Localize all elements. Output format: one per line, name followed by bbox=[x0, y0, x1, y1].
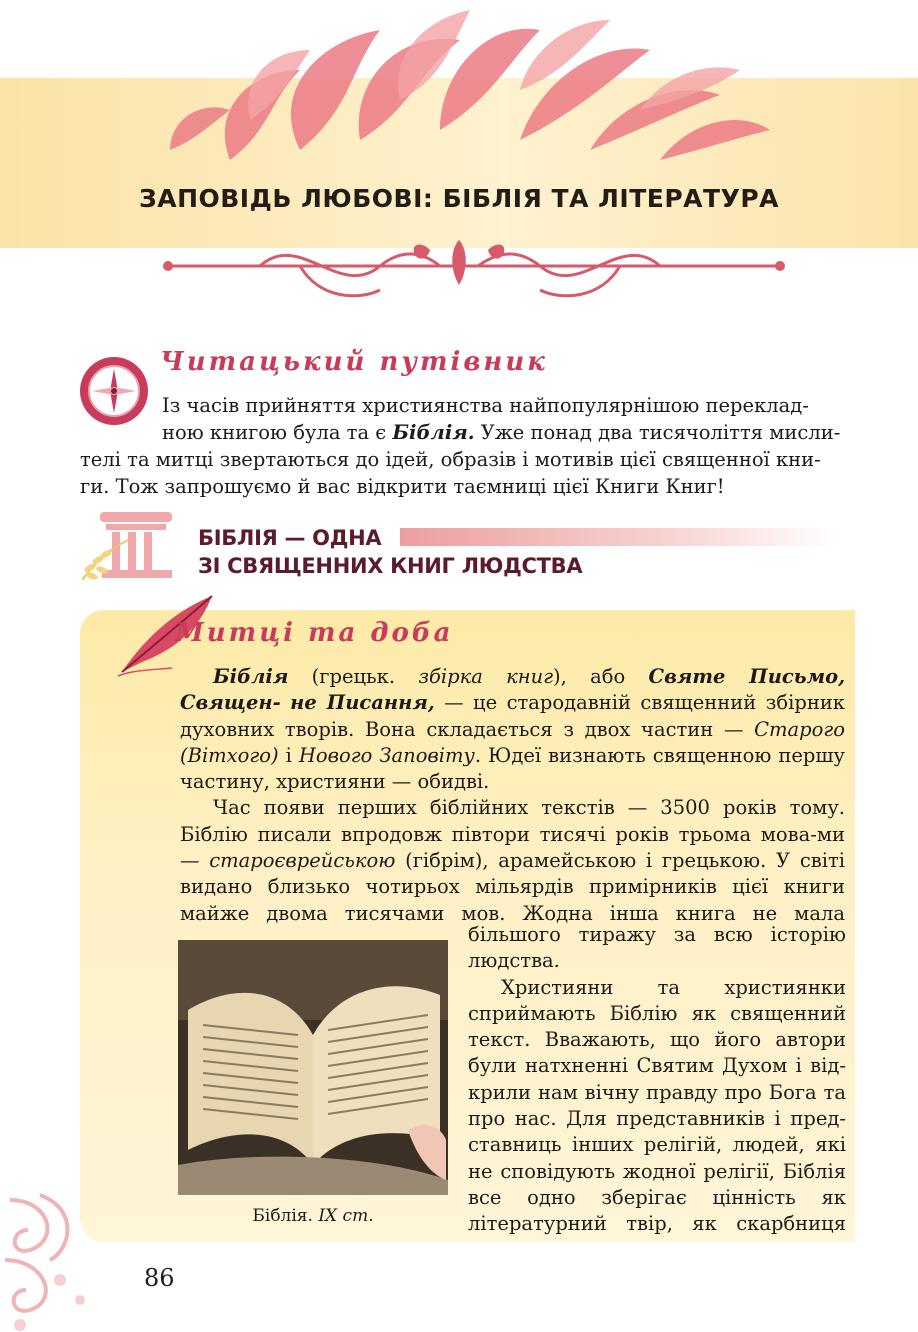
era-body-text: Біблія (грецьк. збірка книг), або Святе Письмо, Священ- не Писання, — це стародавній священний збірник духовних творів. Вона складається з двох частин — Старого (Вітхого) і Нового Заповіту. Юдеї визнають священною першу частину, християни — обидві. Час появи перших біблійних текстів — 3500 років тому. Біблію писали впродовж півтори тисячі років трьома мова-ми — староєврейською (гібрім), арамейською і грецькою. У світі видано близько чотирьох мільярдів примірників цієї книги майже двома тисячами мов. Жодна інша книга не мала bbox=[180, 665, 845, 925]
reading-guide-heading: Читацький путівник bbox=[160, 347, 548, 377]
reading-guide-text: Із часів прийняття християнства найпопулярнішою переклад- ною книгою була та є Біблія. Уже понад два тисячоліття мисли- телі та митці звертаються до ідей, образів і мотивів цієї священної кни- ги. Тож запрошуємо й вас відкрити таємниці цієї Книги Книг! bbox=[80, 394, 841, 498]
corner-floral-ornament bbox=[0, 1190, 120, 1332]
era-side-text: більшого тиражу за всю історію людства. Християни та християнки сприймають Біблію як священний текст. Вважають, що його автори були натхненні Святим Духом і від-крили нам вічну правду про Бога та про нас. Для представників і пред-ставниць інших релігій, людей, які не сповідують жодної релігії, Біблія все одно зберігає цінність як літературний твір, як скарбниця bbox=[468, 923, 846, 1236]
bible-photo bbox=[178, 940, 448, 1195]
era-heading: Митці та доба bbox=[175, 618, 454, 648]
header-floral-ornament bbox=[0, 0, 918, 330]
photo-caption: Біблія. IX ст. bbox=[252, 1206, 374, 1226]
column-icon bbox=[78, 510, 188, 585]
chapter-title: ЗАПОВІДЬ ЛЮБОВІ: БІБЛІЯ ТА ЛІТЕРАТУРА bbox=[138, 184, 780, 213]
page-number: 86 bbox=[144, 1264, 175, 1292]
section-title: БІБЛІЯ — ОДНА ЗІ СВЯЩЕННИХ КНИГ ЛЮДСТВА bbox=[198, 526, 583, 578]
